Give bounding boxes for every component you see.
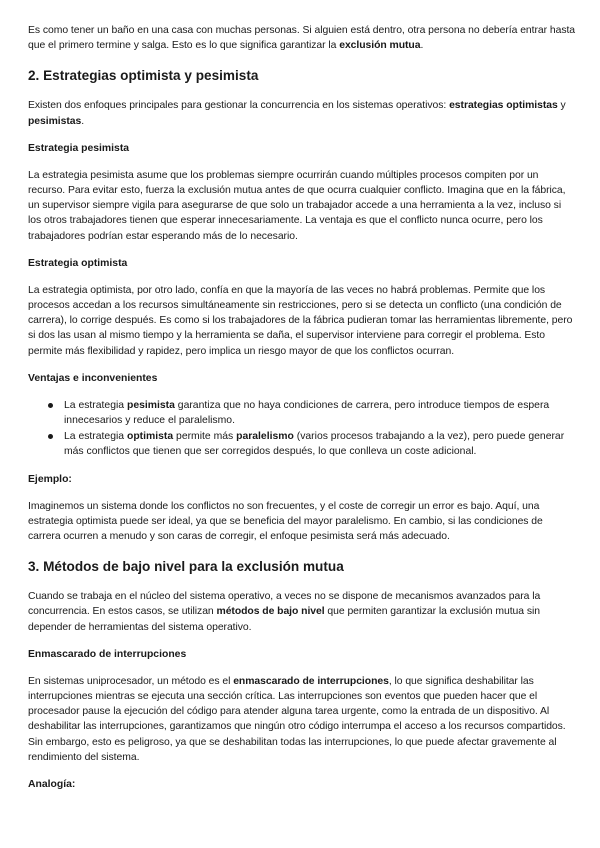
term-exclusion-mutua: exclusión mutua (339, 40, 421, 52)
section-heading-strategies: 2. Estrategias optimista y pesimista (28, 68, 259, 84)
bullet-icon (48, 434, 53, 439)
subheading-pros-cons: Ventajas e inconvenientes (28, 372, 158, 384)
subheading-pessimistic: Estrategia pesimista (28, 142, 130, 154)
pros-cons-list (28, 398, 576, 460)
term-pesimistas: pesimistas (28, 115, 82, 127)
paragraph-example: Imaginemos un sistema donde los conflictos no son frecuentes, y el coste de corregir un error es bajo. Aquí, una estrategia optimista puede ser ideal, ya que se beneficia del mayor paralelismo. En cambio, si las condiciones de carrera ocurren a menudo y son caras de corregir, el enfoque pesimista será más adecuado. (28, 500, 543, 543)
subheading-analogy: Analogía: (28, 779, 76, 791)
list-item: La estrategia pesimista garantiza que no haya condiciones de carrera, pero introduce tiempos de espera innecesarios y reduce el paralelismo. (28, 398, 576, 428)
term-enmascarado-interrupciones: enmascarado de interrupciones (233, 675, 389, 687)
term-estrategias-optimistas: estrategias optimistas (449, 100, 558, 112)
paragraph-pessimistic: La estrategia pesimista asume que los problemas siempre ocurrirán cuando múltiples procesos compiten por un recurso. Para evitar esto, fuerza la exclusión mutua antes de que ocurra cualquier conflicto. Imagina que en la fábrica, un supervisor siempre vigila para asegurarse de que solo un trabajador accede a una herramienta a la vez, incluso si los otros trabajadores tienen que esperar innecesariamente. La ventaja es que el conflicto nunca ocurre, pero los trabajadores podrían estar esperando más de lo necesario. (28, 169, 566, 242)
paragraph-optimistic: La estrategia optimista, por otro lado, confía en que la mayoría de las veces no habrá problemas. Permite que los procesos accedan a los recursos simultáneamente sin restricciones, pero si se detecta un conflicto (una condición de carrera), lo corrige después. Es como si los trabajadores de la fábrica pudieran tomar las herramientas libremente, pero si dos las usan al mismo tiempo y la herramienta se daña, el supervisor interviene para corregir el problema. Esto permite más flexibilidad y rapidez, pero implica un riesgo mayor de que los conflictos ocurran. (28, 284, 573, 357)
paragraph-bathroom-analogy: Es como tener un baño en una casa con muchas personas. Si alguien está dentro, otra persona no debería entrar hasta que el primero termine y salga. Esto es lo que significa garantizar la exclusión mutua. (28, 25, 576, 52)
subheading-optimistic: Estrategia optimista (28, 257, 128, 269)
term-metodos-bajo-nivel: métodos de bajo nivel (216, 606, 325, 618)
document-page (28, 23, 576, 792)
subheading-interrupt-masking: Enmascarado de interrupciones (28, 648, 187, 660)
paragraph-strategies-intro: Existen dos enfoques principales para gestionar la concurrencia en los sistemas operativos: estrategias optimistas y pesimistas. (28, 100, 566, 127)
list-item: La estrategia optimista permite más paralelismo (varios procesos trabajando a la vez), pero puede generar más conflictos que tienen que ser corregidos después, lo que conlleva un coste adicional. (28, 429, 576, 459)
paragraph-low-level-intro: Cuando se trabaja en el núcleo del sistema operativo, a veces no se dispone de mecanismos avanzados para la concurrencia. En estos casos, se utilizan métodos de bajo nivel que permiten garantizar la exclusión mutua sin depender de herramientas del sistema operativo. (28, 591, 541, 633)
bullet-icon (48, 403, 53, 408)
paragraph-interrupt-masking: En sistemas uniprocesador, un método es el enmascarado de interrupciones, lo que significa deshabilitar las interrupciones mientras se ejecuta una sección crítica. Las interrupciones son eventos que pueden hacer que el procesador pause la ejecución del código para atender alguna tarea urgente, como la entrada de un dispositivo. Al deshabilitar las interrupciones, garantizamos que ningún otro código interrumpa el acceso a los recursos compartidos. Sin embargo, esto es peligroso, ya que se deshabilitan todas las interrupciones, lo que puede afectar gravemente al rendimiento del sistema. (28, 675, 566, 763)
subheading-example: Ejemplo: (28, 473, 72, 485)
section-heading-low-level-methods: 3. Métodos de bajo nivel para la exclusión mutua (28, 559, 344, 575)
